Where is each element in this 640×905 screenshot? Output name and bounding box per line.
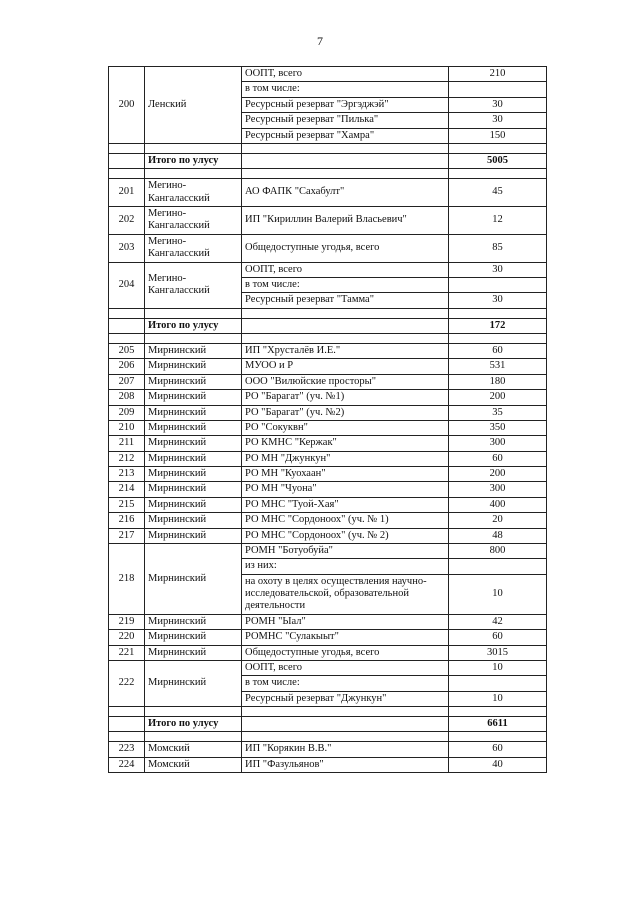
area-value [449,277,547,292]
holder-name: ООПТ, всего [242,262,449,277]
empty-cell [145,169,242,179]
total-label: Итого по улусу [145,153,242,168]
empty-cell [145,732,242,742]
empty-cell [242,717,449,732]
holder-name: Ресурсный резерват "Джункун" [242,691,449,706]
empty-cell [449,334,547,344]
district-name: Мирнинский [145,528,242,543]
area-value: 40 [449,757,547,772]
area-value: 60 [449,451,547,466]
holder-name: в том числе: [242,82,449,97]
area-value: 400 [449,497,547,512]
empty-cell [145,334,242,344]
holder-name: РОМН "Ыал" [242,614,449,629]
total-label: Итого по улусу [145,318,242,333]
row-number: 215 [109,497,145,512]
holder-name: Общедоступные угодья, всего [242,645,449,660]
row-number: 210 [109,420,145,435]
area-value: 60 [449,742,547,757]
row-number: 206 [109,359,145,374]
row-number: 223 [109,742,145,757]
holder-name: ИП "Хрусталёв И.Е." [242,344,449,359]
area-value: 531 [449,359,547,374]
empty-cell [242,169,449,179]
area-value: 210 [449,67,547,82]
district-name: Мирнинский [145,436,242,451]
holder-name: ООО "Вилюйские просторы" [242,374,449,389]
hunting-grounds-table [108,66,547,773]
table-row [109,344,547,359]
empty-cell [145,308,242,318]
area-value: 48 [449,528,547,543]
table-row [109,420,547,435]
row-number: 222 [109,660,145,706]
spacer-row [109,143,547,153]
area-value: 150 [449,128,547,143]
holder-name: в том числе: [242,676,449,691]
holder-name: на охоту в целях осуществления научно-исследовательской, образовательной деятельности [242,574,449,614]
spacer-row [109,707,547,717]
holder-name: МУОО и Р [242,359,449,374]
empty-cell [242,732,449,742]
holder-name: РО МНС "Туой-Хая" [242,497,449,512]
district-name: Мирнинский [145,497,242,512]
area-value: 30 [449,97,547,112]
holder-name: в том числе: [242,277,449,292]
area-value [449,559,547,574]
district-name: Мирнинский [145,374,242,389]
district-name: Мирнинский [145,513,242,528]
row-number: 214 [109,482,145,497]
area-value: 200 [449,390,547,405]
empty-cell [109,318,145,333]
area-value: 800 [449,543,547,558]
spacer-row [109,334,547,344]
table-row [109,528,547,543]
area-value: 12 [449,207,547,235]
empty-cell [242,153,449,168]
area-value: 30 [449,113,547,128]
table-row [109,67,547,82]
holder-name: РОМН "Ботуобуйа" [242,543,449,558]
district-name: Мегино-Кангаласский [145,262,242,308]
row-number: 219 [109,614,145,629]
empty-cell [109,717,145,732]
table-row [109,234,547,262]
empty-cell [242,143,449,153]
row-number: 203 [109,234,145,262]
row-number: 204 [109,262,145,308]
empty-cell [145,143,242,153]
row-number: 200 [109,67,145,144]
district-name: Мегино-Кангаласский [145,179,242,207]
total-value: 172 [449,318,547,333]
row-number: 220 [109,630,145,645]
holder-name: ИП "Корякин В.В." [242,742,449,757]
holder-name: АО ФАПК "Сахабулт" [242,179,449,207]
district-name: Мирнинский [145,467,242,482]
area-value: 45 [449,179,547,207]
holder-name: Ресурсный резерват "Хамра" [242,128,449,143]
holder-name: РО "Сокуквн" [242,420,449,435]
row-number: 218 [109,543,145,614]
empty-cell [145,707,242,717]
district-name: Мирнинский [145,630,242,645]
area-value: 60 [449,344,547,359]
holder-name: Ресурсный резерват "Тамма" [242,293,449,308]
empty-cell [109,732,145,742]
holder-name: РО МН "Чуона" [242,482,449,497]
area-value: 3015 [449,645,547,660]
area-value: 200 [449,467,547,482]
area-value: 350 [449,420,547,435]
table-row [109,262,547,277]
holder-name: РО КМНС "Кержак" [242,436,449,451]
holder-name: из них: [242,559,449,574]
table-row [109,497,547,512]
empty-cell [449,732,547,742]
total-row [109,318,547,333]
district-name: Мирнинский [145,344,242,359]
holder-name: Ресурсный резерват "Пилька" [242,113,449,128]
district-name: Мирнинский [145,405,242,420]
row-number: 212 [109,451,145,466]
holder-name: РО МНС "Сордоноох" (уч. № 1) [242,513,449,528]
row-number: 201 [109,179,145,207]
area-value: 30 [449,293,547,308]
holder-name: РО МНС "Сордоноох" (уч. № 2) [242,528,449,543]
area-value: 300 [449,482,547,497]
area-value: 60 [449,630,547,645]
table-row [109,179,547,207]
district-name: Ленский [145,67,242,144]
district-name: Мегино-Кангаласский [145,234,242,262]
row-number: 211 [109,436,145,451]
area-value: 30 [449,262,547,277]
district-name: Мирнинский [145,359,242,374]
holder-name: ИП "Кириллин Валерий Власьевич" [242,207,449,235]
district-name: Мирнинский [145,420,242,435]
district-name: Мирнинский [145,451,242,466]
holder-name: Общедоступные угодья, всего [242,234,449,262]
district-name: Мирнинский [145,614,242,629]
spacer-row [109,732,547,742]
area-value: 10 [449,574,547,614]
total-row [109,153,547,168]
table-row [109,757,547,772]
total-label: Итого по улусу [145,717,242,732]
page-number: 7 [317,34,323,48]
holder-name: РО МН "Куохаан" [242,467,449,482]
row-number: 224 [109,757,145,772]
district-name: Момский [145,742,242,757]
total-row [109,717,547,732]
table-row [109,390,547,405]
table-row [109,374,547,389]
holder-name: РО "Барагат" (уч. №1) [242,390,449,405]
table-row [109,207,547,235]
area-value: 20 [449,513,547,528]
area-value: 300 [449,436,547,451]
table-row [109,614,547,629]
holder-name: ООПТ, всего [242,660,449,675]
row-number: 208 [109,390,145,405]
table-row [109,359,547,374]
district-name: Момский [145,757,242,772]
district-name: Мирнинский [145,645,242,660]
empty-cell [449,308,547,318]
empty-cell [109,143,145,153]
holder-name: Ресурсный резерват "Эргэджэй" [242,97,449,112]
area-value [449,676,547,691]
table-row [109,405,547,420]
holder-name: РО "Барагат" (уч. №2) [242,405,449,420]
empty-cell [449,143,547,153]
total-value: 6611 [449,717,547,732]
empty-cell [109,707,145,717]
district-name: Мирнинский [145,390,242,405]
area-value: 10 [449,691,547,706]
row-number: 213 [109,467,145,482]
empty-cell [242,334,449,344]
holder-name: ООПТ, всего [242,67,449,82]
spacer-row [109,169,547,179]
total-value: 5005 [449,153,547,168]
empty-cell [449,169,547,179]
empty-cell [242,308,449,318]
empty-cell [242,318,449,333]
table-row [109,467,547,482]
table-row [109,451,547,466]
empty-cell [449,707,547,717]
empty-cell [109,334,145,344]
area-value: 42 [449,614,547,629]
empty-cell [242,707,449,717]
row-number: 217 [109,528,145,543]
row-number: 202 [109,207,145,235]
holder-name: РОМНС "Сулакыыт" [242,630,449,645]
row-number: 209 [109,405,145,420]
district-name: Мирнинский [145,482,242,497]
district-name: Мирнинский [145,660,242,706]
row-number: 221 [109,645,145,660]
area-value: 10 [449,660,547,675]
table-row [109,482,547,497]
holder-name: РО МН "Джункун" [242,451,449,466]
table-row [109,513,547,528]
area-value: 85 [449,234,547,262]
empty-cell [109,308,145,318]
empty-cell [109,169,145,179]
table-row [109,436,547,451]
table-row [109,645,547,660]
table-row [109,630,547,645]
table-row [109,742,547,757]
table-row [109,543,547,558]
spacer-row [109,308,547,318]
row-number: 216 [109,513,145,528]
empty-cell [109,153,145,168]
district-name: Мирнинский [145,543,242,614]
area-value [449,82,547,97]
district-name: Мегино-Кангаласский [145,207,242,235]
area-value: 35 [449,405,547,420]
row-number: 205 [109,344,145,359]
table-row [109,660,547,675]
row-number: 207 [109,374,145,389]
holder-name: ИП "Фазульянов" [242,757,449,772]
area-value: 180 [449,374,547,389]
